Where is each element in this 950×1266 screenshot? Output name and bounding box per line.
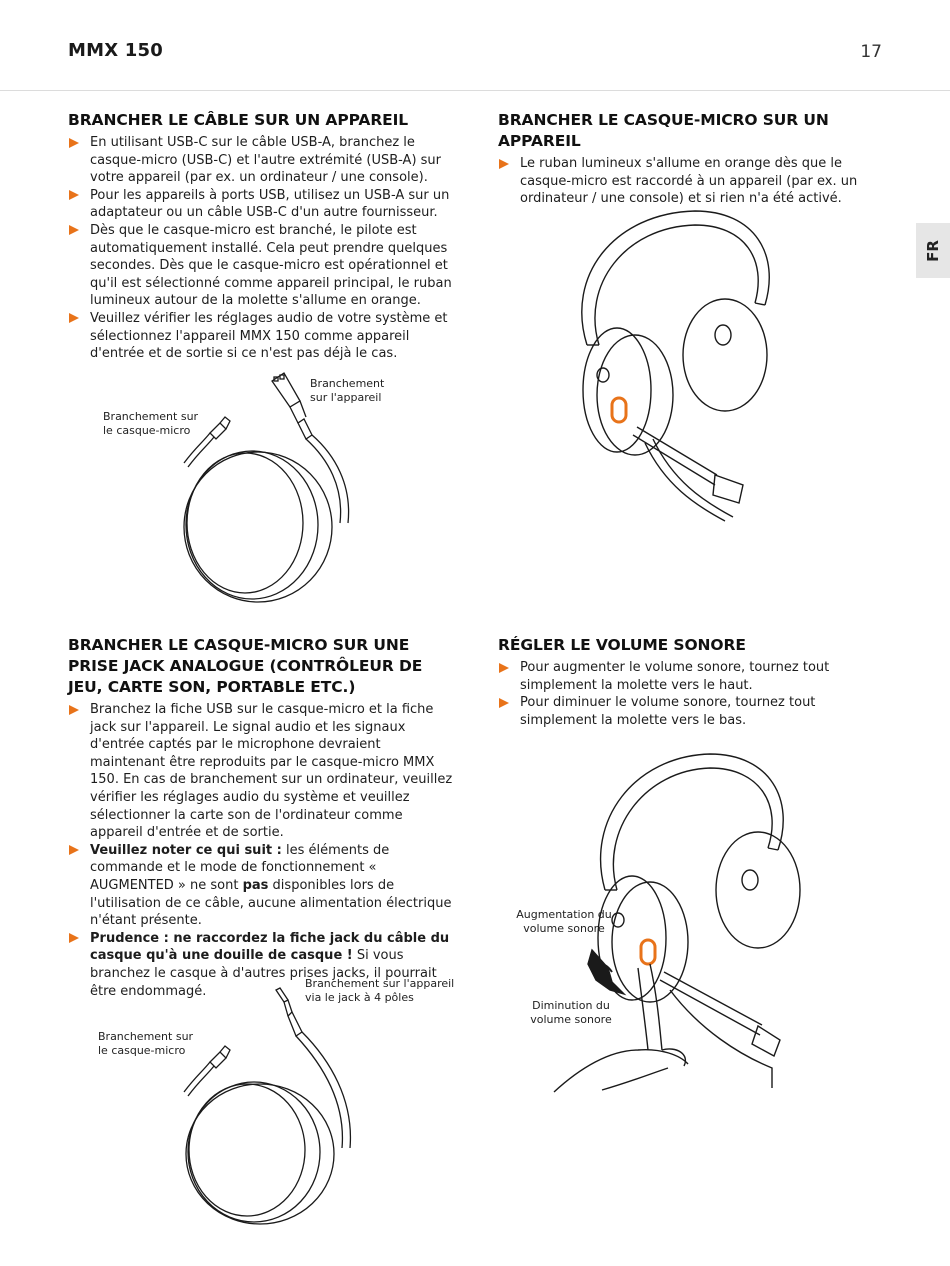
section-jack (68, 635, 458, 1000)
headset-illustration (565, 205, 795, 525)
header-divider (0, 90, 950, 91)
list-item: Le ruban lumineux s'allume en orange dès que le casque-micro est raccordé à un appareil (par ex. un ordinateur / une console) et si rien n'a été activé. (498, 155, 883, 208)
note-bold-text: Veuillez noter ce qui suit : (90, 842, 282, 858)
list-item: Pour les appareils à ports USB, utilisez un USB-A sur un adaptateur ou un câble USB-C d'un autre fournisseur. (68, 187, 458, 222)
list-item: En utilisant USB-C sur le câble USB-A, branchez le casque-micro (USB-C) et l'autre extrémité (USB-A) sur votre appareil (par ex. un ordinateur / une console). (68, 134, 458, 187)
bullet-list (498, 155, 883, 208)
caption-headset-connection: Branchement sur le casque-micro (103, 410, 199, 437)
section-heading: BRANCHER LE CÂBLE SUR UN APPAREIL (68, 111, 409, 129)
section-headset-device (498, 110, 883, 208)
list-item: Veuillez vérifier les réglages audio de votre système et sélectionnez l'appareil MMX 150 comme appareil d'entrée et de sortie si ce n'est pas déjà le cas. (68, 310, 458, 363)
note-text: les éléments de commande et le mode de fonctionnement « AUGMENTED » ne sont (90, 842, 390, 893)
document-title: MMX 150 (68, 40, 163, 61)
warning-bold-text: Prudence : ne raccordez la fiche jack du câble du casque qu'à une douille de casque ! (90, 930, 450, 964)
page-number: 17 (860, 42, 882, 62)
language-tab (916, 223, 950, 278)
bullet-list (498, 659, 883, 729)
list-item: Dès que le casque-micro est branché, le pilote est automatiquement installé. Cela peut prendre quelques secondes. Dès que le casque-micro est opérationnel et qu'il est sélectionné comme appareil principal, le ruban lumineux autour de la molette s'allume en orange. (68, 222, 458, 310)
bullet-list (68, 134, 458, 363)
caption-headset-connection: Branchement sur le casque-micro (98, 1030, 194, 1057)
caption-device-jack-connection: Branchement sur l'appareil via le jack à 4 pôles (305, 977, 455, 1004)
list-item: Pour augmenter le volume sonore, tournez tout simplement la molette vers le haut. (498, 659, 883, 694)
section-heading: BRANCHER LE CASQUE-MICRO SUR UN APPAREIL (498, 111, 829, 150)
section-volume (498, 635, 883, 729)
warning-text: Si vous branchez le casque à d'autres prises jacks, il pourrait être endommagé. (90, 948, 437, 999)
caption-device-connection: Branchement sur l'appareil (310, 377, 385, 404)
note-text: disponibles lors de l'utilisation de ce câble, aucune alimentation électrique n'étant présente. (90, 877, 452, 929)
note-emphasis: pas (242, 877, 269, 893)
list-item (68, 842, 458, 930)
section-cable (68, 110, 458, 363)
section-heading: RÉGLER LE VOLUME SONORE (498, 636, 746, 654)
jack-cable-illustration (140, 980, 380, 1225)
section-heading: BRANCHER LE CASQUE-MICRO SUR UNE PRISE JACK ANALOGUE (CONTRÔLEUR DE JEU, CARTE SON, PORTABLE ETC.) (68, 636, 423, 696)
caption-volume-down: Diminution du volume sonore (530, 999, 612, 1026)
caption-volume-up: Augmentation du volume sonore (516, 908, 612, 935)
list-item: Branchez la fiche USB sur le casque-micro et la fiche jack sur l'appareil. Le signal audio et les signaux d'entrée captés par le microphone devraient maintenant être reproduits par le casque-micro MMX 150. En cas de branchement sur un ordinateur, veuillez vérifier les réglages audio du système et veuillez sélectionner la carte son de l'ordinateur comme appareil d'entrée et de sortie. (68, 701, 458, 842)
language-tab-label: FR (923, 239, 942, 262)
list-item: Pour diminuer le volume sonore, tournez tout simplement la molette vers le bas. (498, 694, 883, 729)
bullet-list (68, 701, 458, 1000)
